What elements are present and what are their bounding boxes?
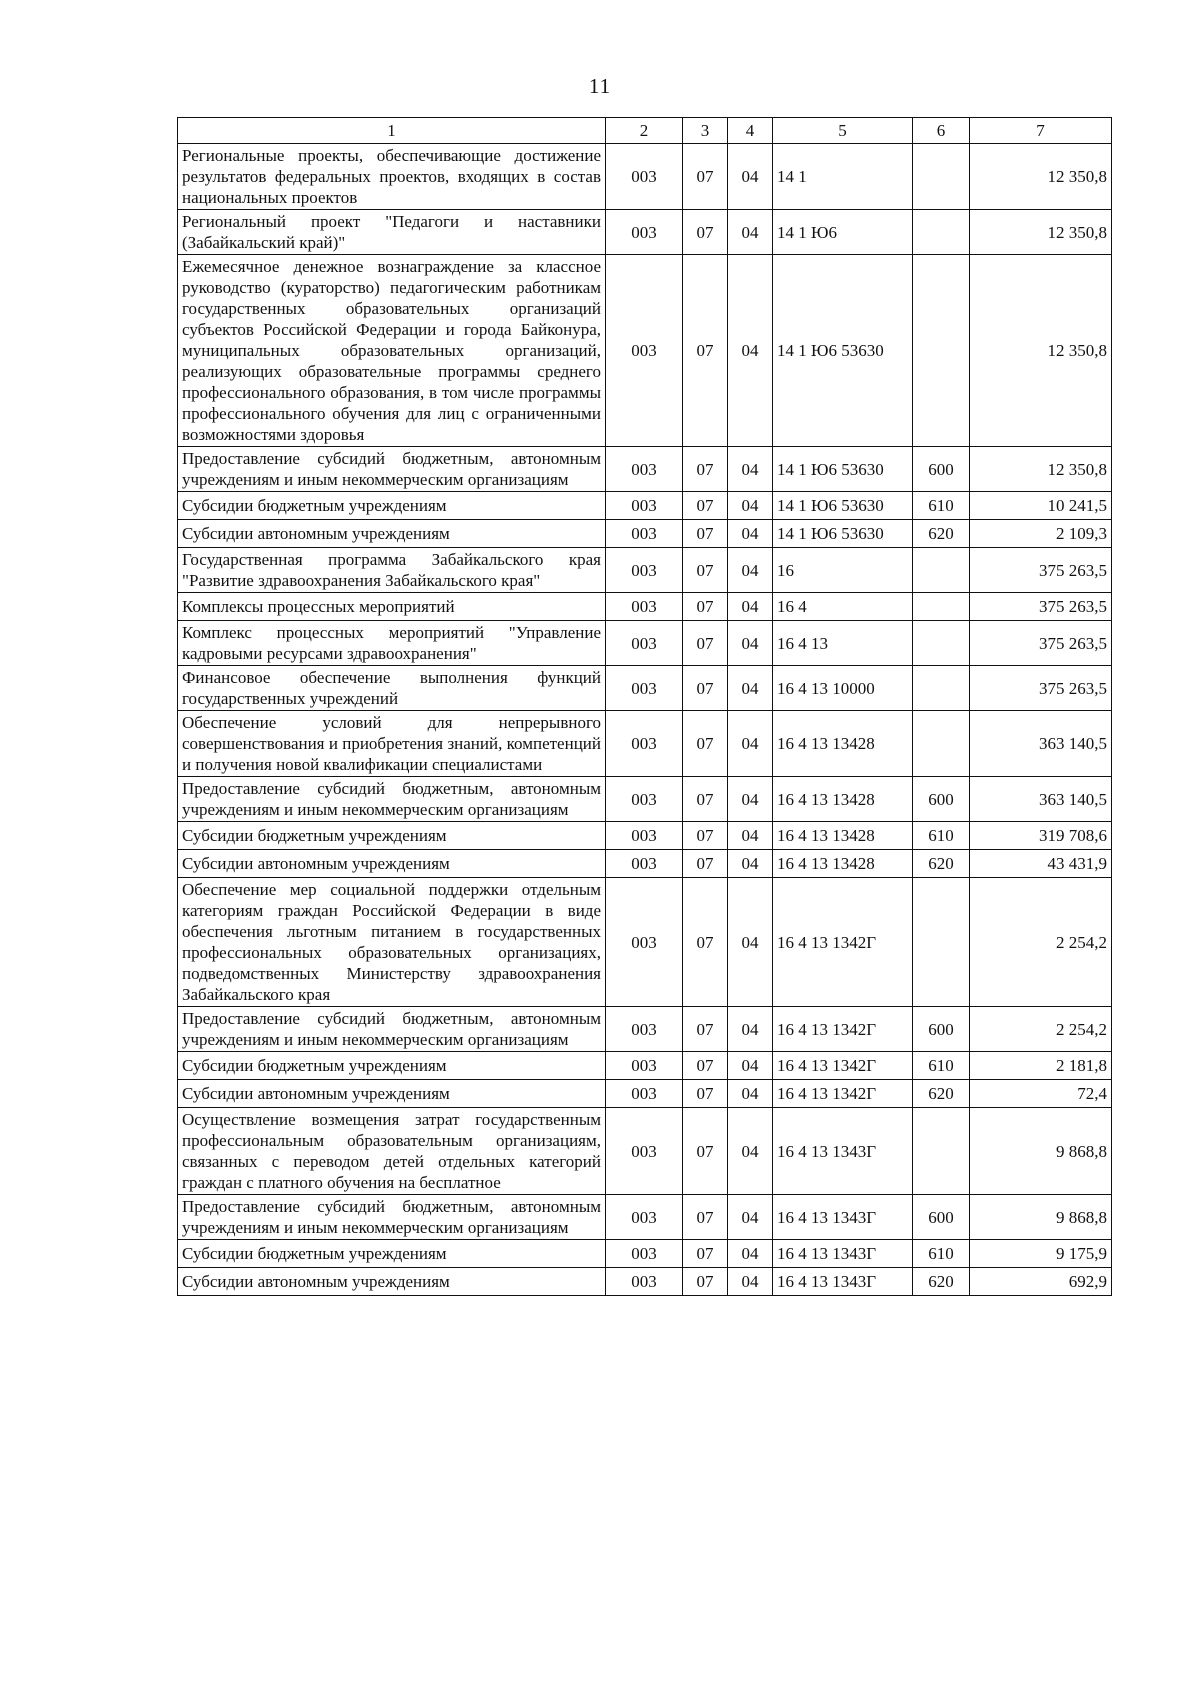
row-col-6: 620 <box>913 520 970 548</box>
row-col-2: 003 <box>606 1108 683 1195</box>
row-col-3: 07 <box>683 447 728 492</box>
row-col-5: 14 1 Ю6 53630 <box>773 520 913 548</box>
row-col-3: 07 <box>683 1240 728 1268</box>
row-col-3: 07 <box>683 255 728 447</box>
row-col-2: 003 <box>606 878 683 1007</box>
table-row <box>178 520 1112 548</box>
row-col-2: 003 <box>606 822 683 850</box>
row-col-2: 003 <box>606 1240 683 1268</box>
row-col-2: 003 <box>606 711 683 777</box>
row-col-7: 319 708,6 <box>970 822 1112 850</box>
row-col-4: 04 <box>728 621 773 666</box>
row-name: Предоставление субсидий бюджетным, автономным учреждениям и иным некоммерческим организациям <box>178 777 606 822</box>
row-name: Предоставление субсидий бюджетным, автономным учреждениям и иным некоммерческим организациям <box>178 1195 606 1240</box>
row-col-5: 16 4 <box>773 593 913 621</box>
row-name: Обеспечение мер социальной поддержки отдельным категориям граждан Российской Федерации в виде обеспечения льготным питанием в государственных профессиональных образовательных организациях, подведомственных Министерству здравоохранения Забайкальского края <box>178 878 606 1007</box>
row-name: Предоставление субсидий бюджетным, автономным учреждениям и иным некоммерческим организациям <box>178 447 606 492</box>
row-col-3: 07 <box>683 593 728 621</box>
row-col-7: 72,4 <box>970 1080 1112 1108</box>
row-col-5: 14 1 <box>773 144 913 210</box>
row-col-6: 610 <box>913 1052 970 1080</box>
row-col-2: 003 <box>606 1195 683 1240</box>
row-col-7: 2 109,3 <box>970 520 1112 548</box>
row-col-3: 07 <box>683 144 728 210</box>
row-col-3: 07 <box>683 822 728 850</box>
row-col-3: 07 <box>683 210 728 255</box>
row-col-4: 04 <box>728 593 773 621</box>
row-name: Субсидии автономным учреждениям <box>178 850 606 878</box>
row-col-4: 04 <box>728 447 773 492</box>
row-col-2: 003 <box>606 1080 683 1108</box>
row-name: Региональные проекты, обеспечивающие достижение результатов федеральных проектов, входящих в состав национальных проектов <box>178 144 606 210</box>
row-col-3: 07 <box>683 878 728 1007</box>
row-col-2: 003 <box>606 1268 683 1296</box>
row-col-4: 04 <box>728 210 773 255</box>
row-name: Предоставление субсидий бюджетным, автономным учреждениям и иным некоммерческим организациям <box>178 1007 606 1052</box>
row-col-6: 600 <box>913 447 970 492</box>
row-col-7: 2 254,2 <box>970 878 1112 1007</box>
table-row <box>178 1240 1112 1268</box>
row-col-4: 04 <box>728 1080 773 1108</box>
row-col-3: 07 <box>683 1052 728 1080</box>
row-col-4: 04 <box>728 520 773 548</box>
row-col-3: 07 <box>683 777 728 822</box>
row-col-7: 9 868,8 <box>970 1108 1112 1195</box>
row-col-5: 16 4 13 <box>773 621 913 666</box>
row-col-5: 16 <box>773 548 913 593</box>
row-col-6 <box>913 144 970 210</box>
row-col-7: 9 175,9 <box>970 1240 1112 1268</box>
table-row <box>178 548 1112 593</box>
table-row <box>178 777 1112 822</box>
row-name: Субсидии бюджетным учреждениям <box>178 1240 606 1268</box>
row-col-2: 003 <box>606 447 683 492</box>
row-col-7: 2 181,8 <box>970 1052 1112 1080</box>
row-col-3: 07 <box>683 548 728 593</box>
row-col-2: 003 <box>606 1007 683 1052</box>
table-row <box>178 492 1112 520</box>
row-col-4: 04 <box>728 711 773 777</box>
row-col-2: 003 <box>606 520 683 548</box>
row-col-2: 003 <box>606 666 683 711</box>
row-col-7: 2 254,2 <box>970 1007 1112 1052</box>
row-col-5: 14 1 Ю6 53630 <box>773 255 913 447</box>
row-col-7: 375 263,5 <box>970 593 1112 621</box>
row-col-7: 10 241,5 <box>970 492 1112 520</box>
row-name: Осуществление возмещения затрат государственным профессиональным образовательным организациям, связанных с переводом детей отдельных категорий граждан с платного обучения на бесплатное <box>178 1108 606 1195</box>
table-row <box>178 822 1112 850</box>
row-col-7: 363 140,5 <box>970 777 1112 822</box>
row-col-4: 04 <box>728 144 773 210</box>
table-row <box>178 1080 1112 1108</box>
row-name: Комплекс процессных мероприятий "Управление кадровыми ресурсами здравоохранения" <box>178 621 606 666</box>
table-row <box>178 711 1112 777</box>
row-col-3: 07 <box>683 850 728 878</box>
row-col-2: 003 <box>606 850 683 878</box>
row-col-3: 07 <box>683 621 728 666</box>
row-col-6: 620 <box>913 850 970 878</box>
row-name: Субсидии бюджетным учреждениям <box>178 1052 606 1080</box>
row-col-6 <box>913 878 970 1007</box>
row-col-6 <box>913 621 970 666</box>
row-col-3: 07 <box>683 711 728 777</box>
row-col-4: 04 <box>728 850 773 878</box>
row-col-6: 600 <box>913 1195 970 1240</box>
row-col-2: 003 <box>606 777 683 822</box>
table-row <box>178 878 1112 1007</box>
row-name: Комплексы процессных мероприятий <box>178 593 606 621</box>
row-col-4: 04 <box>728 1108 773 1195</box>
row-col-7: 12 350,8 <box>970 447 1112 492</box>
row-col-2: 003 <box>606 621 683 666</box>
row-col-6: 610 <box>913 822 970 850</box>
row-col-3: 07 <box>683 1080 728 1108</box>
header-col-6: 6 <box>913 118 970 144</box>
row-col-3: 07 <box>683 1007 728 1052</box>
row-col-4: 04 <box>728 1195 773 1240</box>
page-number: 11 <box>588 74 612 98</box>
row-col-3: 07 <box>683 520 728 548</box>
row-col-4: 04 <box>728 1007 773 1052</box>
row-col-5: 16 4 13 1343Г <box>773 1195 913 1240</box>
row-name: Субсидии бюджетным учреждениям <box>178 492 606 520</box>
row-col-3: 07 <box>683 1108 728 1195</box>
table-row <box>178 666 1112 711</box>
row-col-2: 003 <box>606 548 683 593</box>
row-col-4: 04 <box>728 1052 773 1080</box>
row-col-6 <box>913 666 970 711</box>
row-col-2: 003 <box>606 144 683 210</box>
row-col-4: 04 <box>728 255 773 447</box>
row-col-7: 375 263,5 <box>970 548 1112 593</box>
header-col-2: 2 <box>606 118 683 144</box>
header-col-4: 4 <box>728 118 773 144</box>
table-row <box>178 1195 1112 1240</box>
row-col-6: 620 <box>913 1080 970 1108</box>
row-col-6: 610 <box>913 492 970 520</box>
row-col-6: 600 <box>913 1007 970 1052</box>
row-col-5: 16 4 13 1342Г <box>773 878 913 1007</box>
row-col-5: 14 1 Ю6 53630 <box>773 492 913 520</box>
row-col-6 <box>913 210 970 255</box>
table-row <box>178 1007 1112 1052</box>
row-col-4: 04 <box>728 1240 773 1268</box>
budget-table <box>177 117 1112 1296</box>
table-row <box>178 621 1112 666</box>
row-col-3: 07 <box>683 1268 728 1296</box>
header-row <box>178 118 1112 144</box>
row-name: Субсидии бюджетным учреждениям <box>178 822 606 850</box>
row-col-3: 07 <box>683 492 728 520</box>
row-col-7: 12 350,8 <box>970 210 1112 255</box>
row-col-7: 43 431,9 <box>970 850 1112 878</box>
row-col-6 <box>913 593 970 621</box>
row-col-6: 620 <box>913 1268 970 1296</box>
header-col-5: 5 <box>773 118 913 144</box>
row-col-7: 363 140,5 <box>970 711 1112 777</box>
row-col-7: 12 350,8 <box>970 255 1112 447</box>
row-col-6 <box>913 548 970 593</box>
row-col-4: 04 <box>728 822 773 850</box>
row-col-5: 16 4 13 13428 <box>773 711 913 777</box>
row-col-5: 16 4 13 13428 <box>773 822 913 850</box>
row-name: Обеспечение условий для непрерывного совершенствования и приобретения знаний, компетенций и получения новой квалификации специалистами <box>178 711 606 777</box>
row-col-5: 14 1 Ю6 53630 <box>773 447 913 492</box>
row-col-4: 04 <box>728 1268 773 1296</box>
row-col-6 <box>913 1108 970 1195</box>
row-col-2: 003 <box>606 210 683 255</box>
row-col-6: 600 <box>913 777 970 822</box>
row-col-2: 003 <box>606 593 683 621</box>
table-row <box>178 1108 1112 1195</box>
row-col-4: 04 <box>728 548 773 593</box>
row-col-5: 16 4 13 13428 <box>773 850 913 878</box>
row-col-5: 16 4 13 1342Г <box>773 1007 913 1052</box>
header-col-3: 3 <box>683 118 728 144</box>
header-col-1: 1 <box>178 118 606 144</box>
table-row <box>178 447 1112 492</box>
row-col-4: 04 <box>728 492 773 520</box>
row-col-5: 16 4 13 1343Г <box>773 1268 913 1296</box>
row-name: Субсидии автономным учреждениям <box>178 1268 606 1296</box>
row-col-5: 16 4 13 1342Г <box>773 1080 913 1108</box>
row-col-7: 375 263,5 <box>970 621 1112 666</box>
table-row <box>178 593 1112 621</box>
table-row <box>178 144 1112 210</box>
row-name: Субсидии автономным учреждениям <box>178 520 606 548</box>
row-col-2: 003 <box>606 492 683 520</box>
row-name: Субсидии автономным учреждениям <box>178 1080 606 1108</box>
row-col-4: 04 <box>728 777 773 822</box>
row-col-7: 375 263,5 <box>970 666 1112 711</box>
row-col-2: 003 <box>606 255 683 447</box>
row-col-5: 16 4 13 1343Г <box>773 1240 913 1268</box>
row-name: Финансовое обеспечение выполнения функций государственных учреждений <box>178 666 606 711</box>
row-col-6: 610 <box>913 1240 970 1268</box>
table-row <box>178 1052 1112 1080</box>
row-col-5: 16 4 13 13428 <box>773 777 913 822</box>
row-col-5: 16 4 13 10000 <box>773 666 913 711</box>
table-row <box>178 850 1112 878</box>
row-col-6 <box>913 711 970 777</box>
table-row <box>178 210 1112 255</box>
row-col-7: 12 350,8 <box>970 144 1112 210</box>
row-col-2: 003 <box>606 1052 683 1080</box>
row-col-4: 04 <box>728 878 773 1007</box>
row-col-3: 07 <box>683 1195 728 1240</box>
row-col-3: 07 <box>683 666 728 711</box>
row-col-4: 04 <box>728 666 773 711</box>
row-col-7: 692,9 <box>970 1268 1112 1296</box>
row-col-7: 9 868,8 <box>970 1195 1112 1240</box>
row-col-6 <box>913 255 970 447</box>
header-col-7: 7 <box>970 118 1112 144</box>
row-name: Региональный проект "Педагоги и наставники (Забайкальский край)" <box>178 210 606 255</box>
table-row <box>178 255 1112 447</box>
table-row <box>178 1268 1112 1296</box>
row-name: Ежемесячное денежное вознаграждение за классное руководство (кураторство) педагогическим работникам государственных образовательных организаций субъектов Российской Федерации и города Байконура, муниципальных образовательных организаций, реализующих образовательные программы среднего профессионального образования, в том числе программы профессионального обучения для лиц с ограниченными возможностями здоровья <box>178 255 606 447</box>
row-col-5: 14 1 Ю6 <box>773 210 913 255</box>
row-col-5: 16 4 13 1343Г <box>773 1108 913 1195</box>
row-col-5: 16 4 13 1342Г <box>773 1052 913 1080</box>
row-name: Государственная программа Забайкальского края "Развитие здравоохранения Забайкальского края" <box>178 548 606 593</box>
